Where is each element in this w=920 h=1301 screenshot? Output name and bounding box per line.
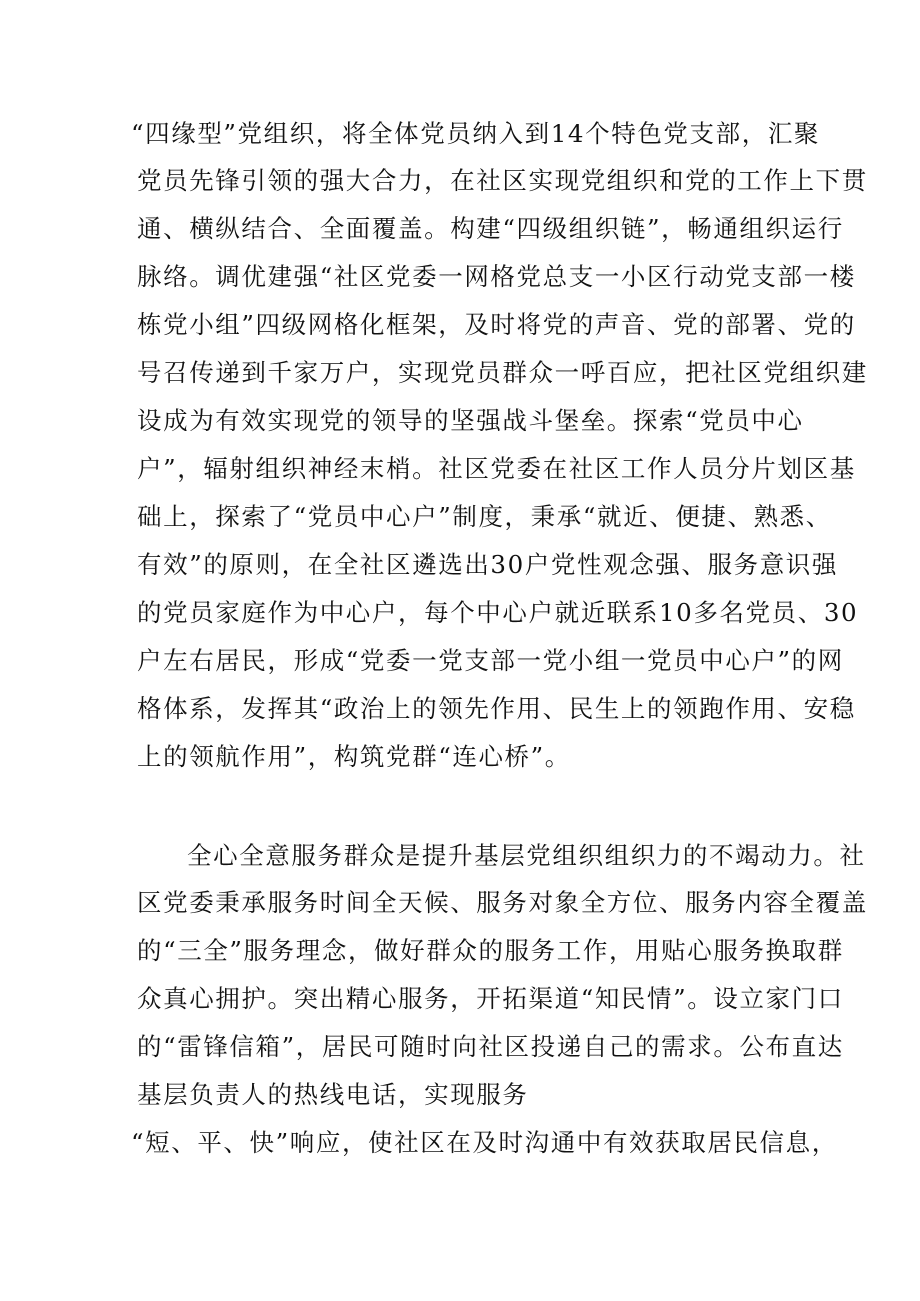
text-line: 格体系，发挥其“政治上的领先作用、民生上的领跑作用、安稳 bbox=[137, 694, 856, 723]
text-line: 脉络。调优建强“社区党委一网格党总支一小区行动党支部一楼 bbox=[137, 262, 856, 291]
text-line: 上的领航作用”，构筑党群“连心桥”。 bbox=[137, 742, 571, 771]
text-line: 的党员家庭作为中心户，每个中心户就近联系10多名党员、30 bbox=[137, 598, 859, 627]
text-line: 通、横纵结合、全面覆盖。构建“四级组织链”，畅通组织运行 bbox=[137, 214, 844, 243]
text-line: 的“三全”服务理念，做好群众的服务工作，用贴心服务换取群 bbox=[137, 936, 844, 965]
text-line: 的“雷锋信箱”，居民可随时向社区投递自己的需求。公布直达 bbox=[137, 1032, 844, 1061]
text-line: “短、平、快”响应，使社区在及时沟通中有效获取居民信息， bbox=[131, 1128, 838, 1157]
text-line: 设成为有效实现党的领导的坚强战斗堡垒。探索“党员中心 bbox=[137, 406, 804, 435]
text-line: 区党委秉承服务时间全天候、服务对象全方位、服务内容全覆盖 bbox=[137, 888, 868, 917]
text-line: 础上，探索了“党员中心户”制度，秉承“就近、便捷、熟悉、 bbox=[137, 502, 832, 531]
text-line: 众真心拥护。突出精心服务，开拓渠道“知民情”。设立家门口 bbox=[137, 984, 844, 1013]
text-line: 基层负责人的热线电话，实现服务 bbox=[137, 1080, 529, 1109]
text-line: 户”，辐射组织神经末梢。社区党委在社区工作人员分片划区基 bbox=[137, 454, 856, 483]
text-line: 有效”的原则，在全社区遴选出30户党性观念强、服务意识强 bbox=[137, 550, 838, 579]
text-line: 栋党小组”四级网格化框架，及时将党的声音、党的部署、党的 bbox=[137, 310, 856, 339]
text-line: 号召传递到千家万户，实现党员群众一呼百应，把社区党组织建 bbox=[137, 358, 868, 387]
text-line: 户左右居民，形成“党委一党支部一党小组一党员中心户”的网 bbox=[137, 646, 844, 675]
text-line: 党员先锋引领的强大合力，在社区实现党组织和党的工作上下贯 bbox=[137, 166, 868, 195]
text-line: “四缘型”党组织，将全体党员纳入到14个特色党支部，汇聚 bbox=[131, 119, 821, 148]
text-line: 全心全意服务群众是提升基层党组织组织力的不竭动力。社 bbox=[187, 841, 866, 870]
